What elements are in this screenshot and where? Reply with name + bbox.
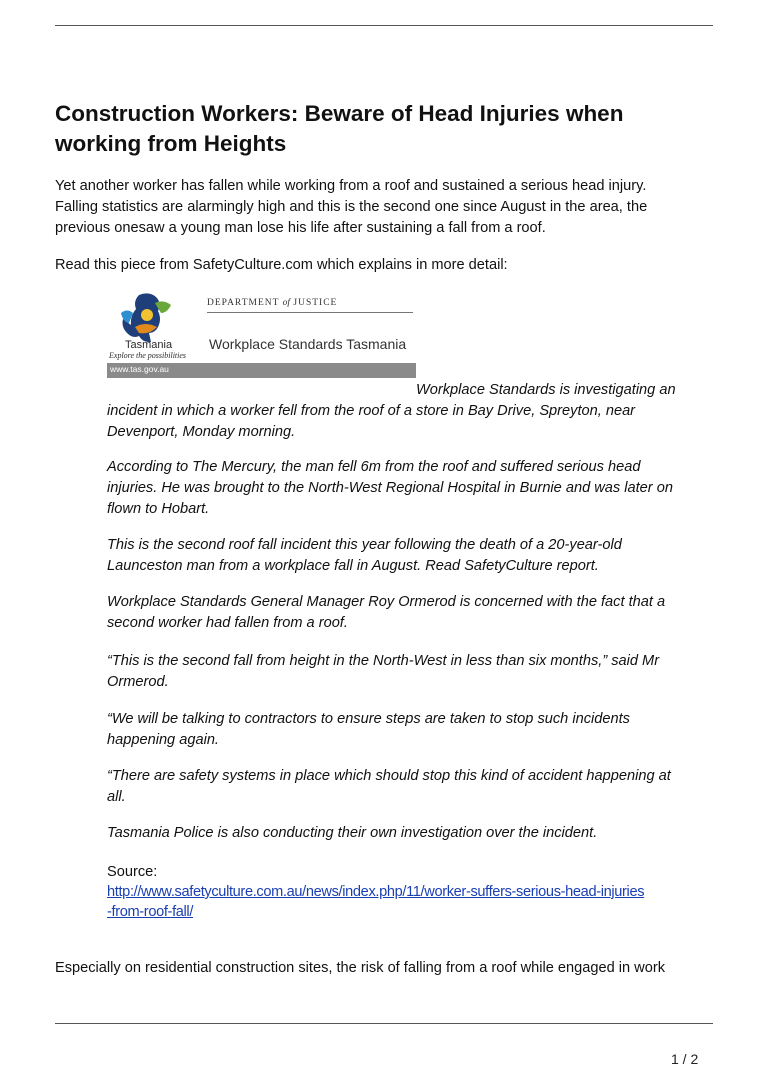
document-title [55, 99, 695, 159]
quote-paragraph [107, 380, 719, 443]
logo-department-suffix: JUSTICE [293, 298, 338, 308]
quote-line: flown to Hobart. [107, 501, 210, 517]
footer-rule [55, 1023, 713, 1024]
logo-department-prefix: DEPARTMENT [207, 298, 280, 308]
quote-line: According to The Mercury, the man fell 6m from the roof and suffered serious head [107, 459, 641, 475]
page-number: 1 / 2 [671, 1051, 699, 1067]
logo-url: www.tas.gov.au [110, 364, 169, 374]
intro-line: Yet another worker has fallen while working from a roof and sustained a serious head injury. [55, 178, 647, 194]
logo-department [207, 298, 337, 308]
intro-line: previous onesaw a young man lose his life after sustaining a fall from a roof. [55, 220, 546, 236]
read-more-paragraph: Read this piece from SafetyCulture.com which explains in more detail: [55, 257, 508, 273]
quote-line: Launceston man from a workplace fall in August. Read SafetyCulture report. [107, 558, 599, 574]
quote-line: Devenport, Monday morning. [107, 424, 296, 440]
quote-line: happening again. [107, 732, 219, 748]
quote-paragraph [107, 592, 719, 634]
quote-paragraph [107, 709, 719, 751]
source-citation [107, 862, 719, 922]
quote-paragraph [107, 651, 719, 693]
closing-paragraph: Especially on residential construction sites, the risk of falling from a roof while engaged in work [55, 960, 665, 976]
source-link-line: http://www.safetyculture.com.au/news/index.php/11/worker-suffers-serious-head-injuries [107, 884, 645, 900]
quote-paragraph [107, 457, 719, 520]
quote-paragraph [107, 823, 719, 844]
logo-divider [207, 312, 413, 313]
header-rule [55, 25, 713, 26]
title-line: working from Heights [55, 131, 287, 156]
quote-line: incident in which a worker fell from the roof of a store in Bay Drive, Spreyton, near [107, 403, 636, 419]
quote-paragraph [107, 766, 719, 808]
quote-line: Workplace Standards is investigating an [416, 382, 676, 398]
logo-agency-name: Workplace Standards Tasmania [209, 336, 407, 352]
intro-line: Falling statistics are alarmingly high and this is the second one since August in the area, the [55, 199, 648, 215]
quote-line: “This is the second fall from height in the North-West in less than six months,” said Mr [107, 653, 660, 669]
logo-state-name: Tasmania [125, 339, 173, 351]
source-label: Source: [107, 864, 158, 880]
logo-url-bar [107, 363, 416, 378]
source-link[interactable] [107, 882, 719, 922]
quote-line: injuries. He was brought to the North-West Regional Hospital in Burnie and was later on [107, 480, 673, 496]
logo-department-of: of [282, 298, 291, 308]
quote-line: second worker had fallen from a roof. [107, 615, 348, 631]
quote-paragraph [107, 535, 719, 577]
logo-tagline: Explore the possibilities [109, 351, 187, 360]
quote-line: “There are safety systems in place which should stop this kind of accident happening at [107, 768, 671, 784]
quote-line: Workplace Standards General Manager Roy Ormerod is concerned with the fact that a [107, 594, 666, 610]
source-link-line: -from-roof-fall/ [107, 904, 194, 920]
title-line: Construction Workers: Beware of Head Injuries when [55, 101, 624, 126]
quote-line: This is the second roof fall incident this year following the death of a 20-year-old [107, 537, 622, 553]
department-logo [107, 287, 416, 378]
quote-line: Tasmania Police is also conducting their own investigation over the incident. [107, 825, 598, 841]
quote-line: all. [107, 789, 126, 805]
quote-line: “We will be talking to contractors to ensure steps are taken to stop such incidents [107, 711, 630, 727]
quote-line: Ormerod. [107, 674, 169, 690]
intro-paragraph [55, 176, 715, 239]
